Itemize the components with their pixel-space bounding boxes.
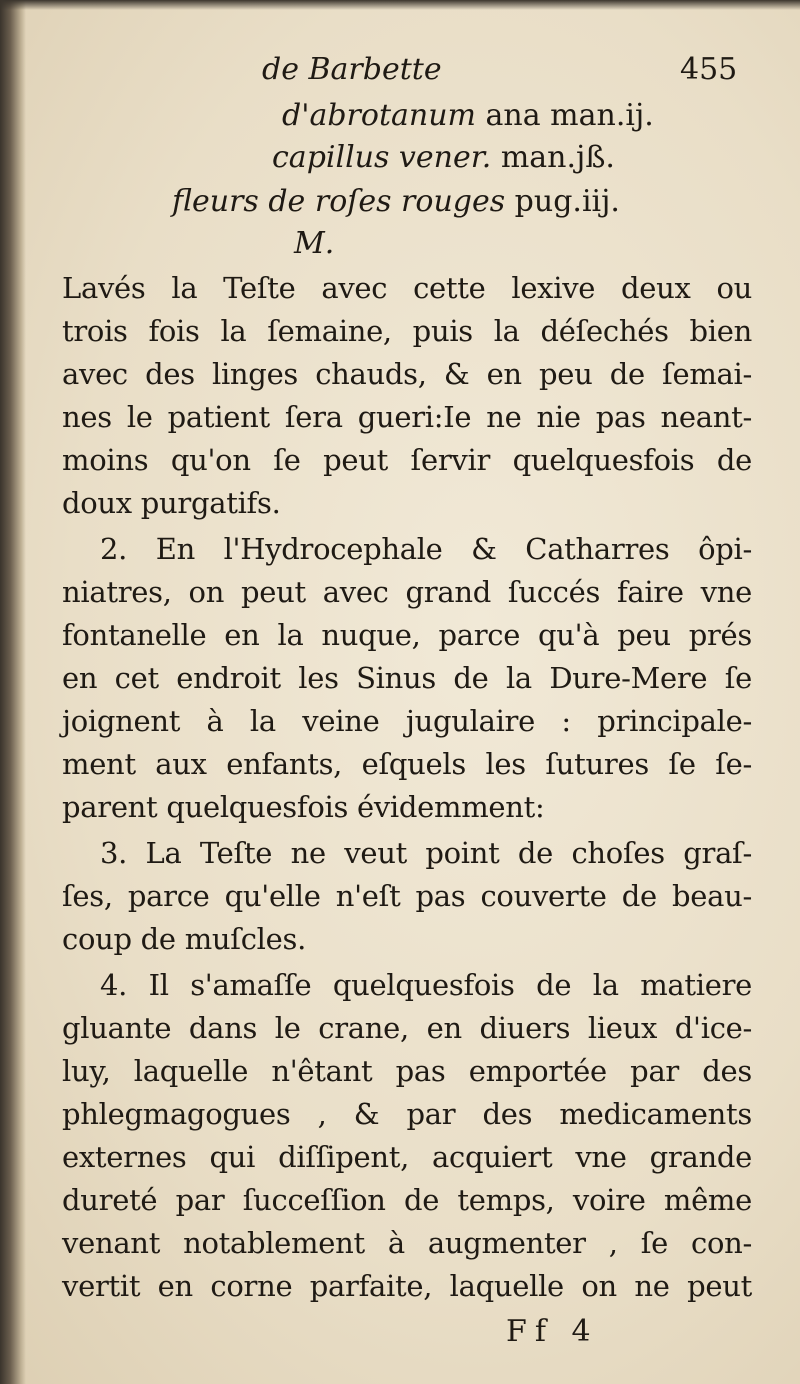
text-line-12: ment aux enfants, eſquels les ſutures ſe ſe- [62,747,752,781]
recipe-ingredient: d'abrotanum [282,98,476,133]
text-line-7: 2. En l'Hydrocephale & Catharres ôpi- [100,532,752,566]
running-title: de Barbette [262,52,442,87]
top-edge-shadow [0,0,800,10]
text-line-20: phlegmagogues , & par des medicaments [62,1097,752,1131]
signature-mark: Ff 4 [506,1314,599,1349]
text-line-13: parent quelquesfois évidemment: [62,790,545,824]
page-number: 455 [680,52,738,87]
book-spine-shadow [0,0,26,1384]
text-line-23: venant notablement à augmenter , ſe con- [62,1226,752,1260]
recipe-mixture-mark: M. [294,226,335,261]
text-line-2: trois fois la ſemaine, puis la déſechés bien [62,314,752,348]
recipe-dose: ana man.ij. [485,98,654,133]
recipe-line-2 [272,138,615,178]
text-line-3: avec des linges chauds, & en peu de ſemai- [62,357,752,391]
recipe-line-3 [172,182,620,222]
recipe-line-1 [282,96,654,136]
text-line-6: doux purgatifs. [62,486,281,520]
text-line-5: moins qu'on ſe peut ſervir quelquesfois de [62,443,752,477]
text-line-14: 3. La Teſte ne veut point de choſes graſ- [100,836,752,870]
text-line-17: 4. Il s'amaſſe quelquesfois de la matiere [100,968,752,1002]
text-line-15: ſes, parce qu'elle n'eſt pas couverte de beau- [62,879,752,913]
recipe-ingredient: fleurs de roſes rouges [172,184,506,219]
recipe-dose: man.jß. [500,140,615,175]
recipe-ingredient: capillus vener. [272,140,492,175]
text-line-18: gluante dans le crane, en diuers lieux d'ice- [62,1011,752,1045]
text-line-4: nes le patient ſera gueri:Ie ne nie pas neant- [62,400,752,434]
recipe-dose: pug.iij. [514,184,620,219]
text-line-22: dureté par ſucceſſion de temps, voire même [62,1183,752,1217]
text-line-19: luy, laquelle n'êtant pas emportée par des [62,1054,752,1088]
text-line-24: vertit en corne parfaite, laquelle on ne peut [62,1269,752,1303]
text-line-9: fontanelle en la nuque, parce qu'à peu prés [62,618,752,652]
text-line-8: niatres, on peut avec grand ſuccés faire vne [62,575,752,609]
text-line-10: en cet endroit les Sinus de la Dure-Mere ſe [62,661,752,695]
text-line-1: Lavés la Teſte avec cette lexive deux ou [62,271,752,305]
text-line-21: externes qui diſſipent, acquiert vne grande [62,1140,752,1174]
text-line-11: joignent à la veine jugulaire : principale- [62,704,752,738]
text-line-16: coup de muſcles. [62,922,306,956]
